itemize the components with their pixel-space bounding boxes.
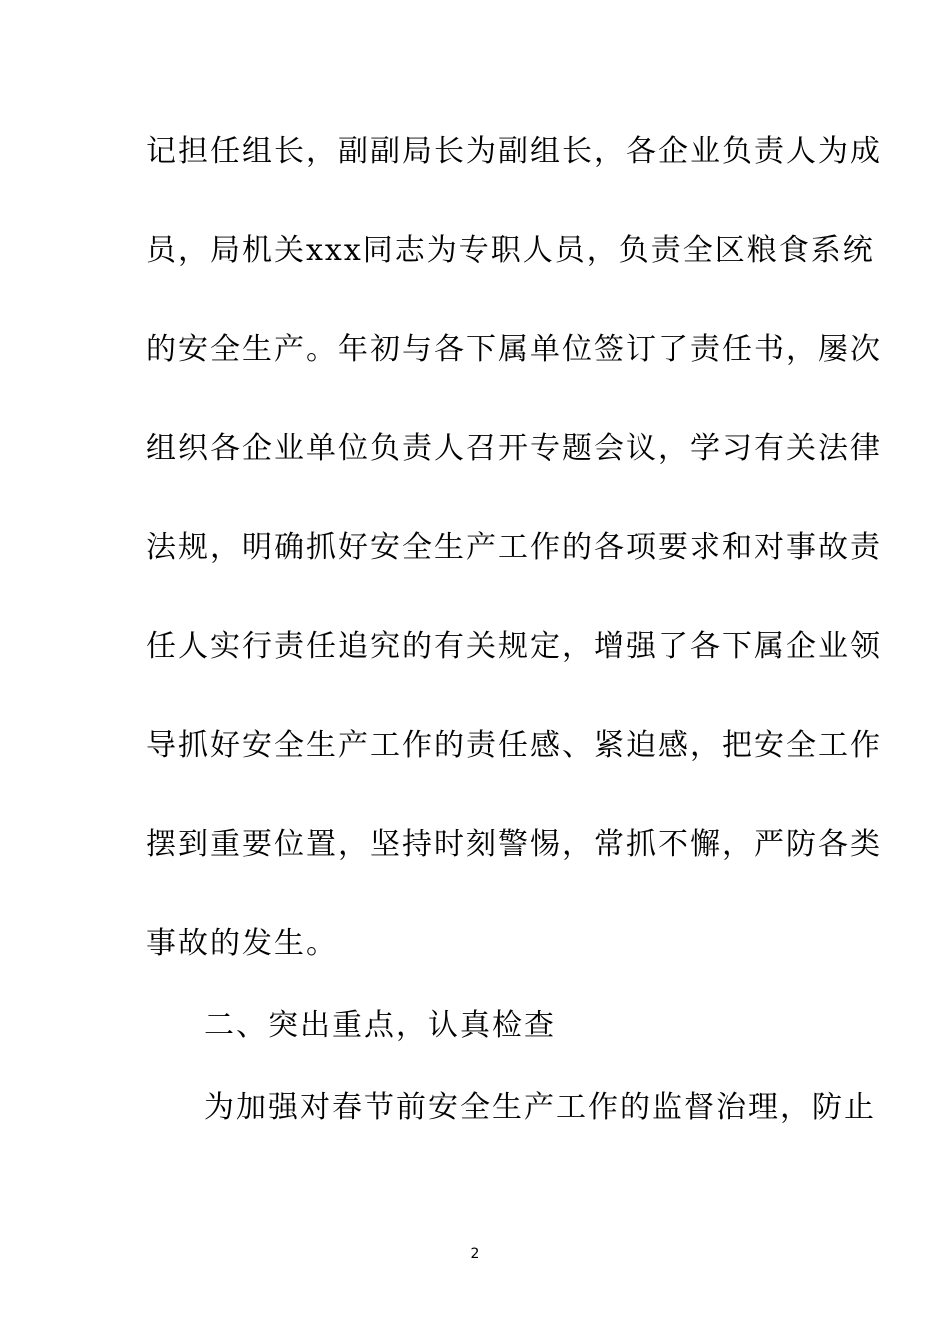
section-heading: 二、突出重点，认真检查 [204, 1008, 556, 1043]
body-text-line: 员，局机关xxx同志为专职人员，负责全区粮食系统 [146, 233, 875, 268]
body-text-line: 记担任组长，副副局长为副组长，各企业负责人为成 [146, 134, 882, 169]
body-text-line: 导抓好安全生产工作的责任感、紧迫感，把安全工作 [146, 728, 882, 763]
body-text-line: 组织各企业单位负责人召开专题会议，学习有关法律 [146, 431, 882, 466]
body-text-line: 的安全生产。年初与各下属单位签订了责任书，屡次 [146, 332, 882, 367]
body-text-line: 事故的发生。 [146, 926, 338, 961]
body-text-line: 法规，明确抓好安全生产工作的各项要求和对事故责 [146, 530, 882, 565]
body-text-line: 摆到重要位置，坚持时刻警惕，常抓不懈，严防各类 [146, 827, 882, 862]
body-text-line: 为加强对春节前安全生产工作的监督治理，防止 [204, 1090, 876, 1125]
page-number: 2 [470, 1246, 480, 1262]
body-text-line: 任人实行责任追究的有关规定，增强了各下属企业领 [146, 629, 882, 664]
